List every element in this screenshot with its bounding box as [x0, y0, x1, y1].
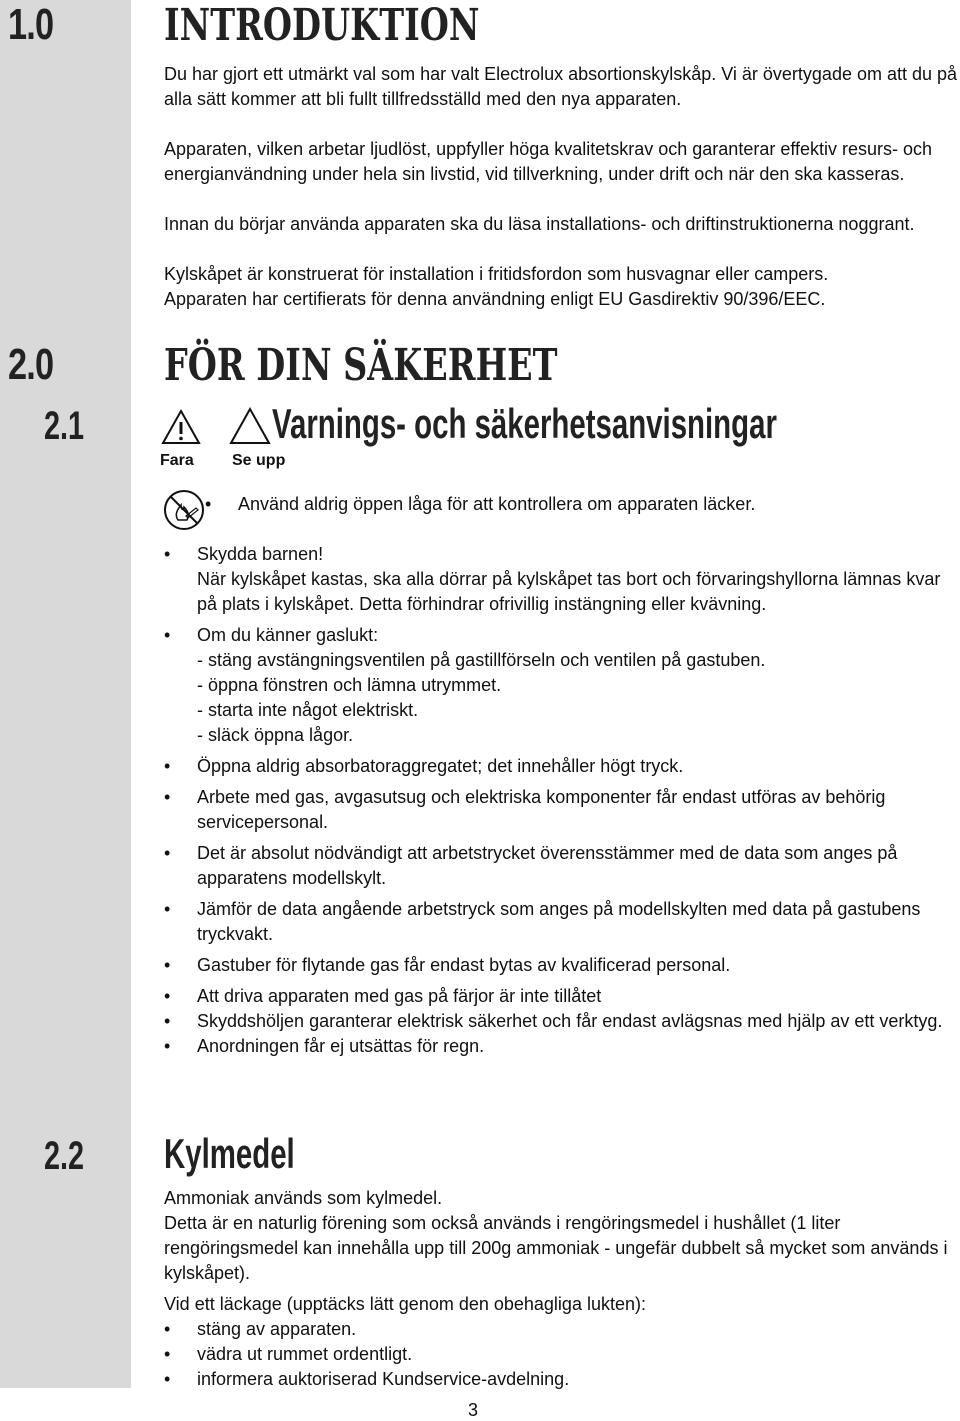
- intro-paragraph-1: Du har gjort ett utmärkt val som har valt Electrolux absortionskylskåp. Vi är övertygade om att du på alla sätt kommer att bli fullt tillfredsställd med den nya apparaten.: [164, 64, 958, 109]
- list-item: • Gastuber för flytande gas får endast bytas av kvalificerad personal.: [164, 953, 954, 978]
- list-item-step: - öppna fönstren och lämna utrymmet.: [197, 675, 502, 695]
- intro-paragraph-3: Innan du börjar använda apparaten ska du läsa installations- och driftinstruktionerna noggrant.: [164, 214, 915, 234]
- flame-rule-item: • Använd aldrig öppen låga för att kontrollera om apparaten läcker.: [205, 492, 945, 517]
- list-item-step: - starta inte något elektriskt.: [197, 700, 419, 720]
- intro-paragraph-4: Kylskåpet är konstruerat för installation i fritidsfordon som husvagnar eller campers.: [164, 264, 829, 284]
- list-item-title: • Om du känner gaslukt:: [197, 625, 379, 645]
- page-number: 3: [468, 1400, 479, 1420]
- section-title-safety: FÖR DIN SÄKERHET: [164, 340, 558, 391]
- list-item-body: När kylskåpet kastas, ska alla dörrar på kylskåpet tas bort och förvaringshyllorna lämnas kvar på plats i kylskåpet. Detta förhindrar ofrivillig instängning eller kvävning.: [197, 569, 941, 614]
- section-number-1: 1.0: [8, 0, 54, 49]
- refrigerant-paragraph-2: Detta är en naturlig förening som också används i rengöringsmedel i hushållet (1 liter rengöringsmedel kan innehålla upp till 200g ammoniak - ungefär dubbelt så mycket som används i kylskåpet).: [164, 1213, 948, 1283]
- refrigerant-paragraph-1: Ammoniak används som kylmedel.: [164, 1188, 443, 1208]
- list-item: • informera auktoriserad Kundservice-avdelning.: [164, 1367, 954, 1392]
- list-item: • Arbete med gas, avgasutsug och elektriska komponenter får endast utföras av behörig servicepersonal.: [164, 785, 954, 835]
- danger-label: Fara: [160, 452, 194, 469]
- list-item-step: - släck öppna lågor.: [197, 725, 354, 745]
- list-item-title: • Skydda barnen!: [197, 544, 324, 564]
- danger-warning-icon: [160, 408, 202, 446]
- list-item: • stäng av apparaten.: [164, 1317, 954, 1342]
- caution-warning-icon: [228, 406, 272, 446]
- list-item: • Skyddshöljen garanterar elektrisk säkerhet och får endast avlägsnas med hjälp av ett verktyg.: [164, 1009, 954, 1034]
- list-item-step: - stäng avstängningsventilen på gastillförseln och ventilen på gastuben.: [197, 650, 766, 670]
- list-item: • Jämför de data angående arbetstryck som anges på modellskylten med data på gastubens tryckvakt.: [164, 897, 954, 947]
- list-item: • Det är absolut nödvändigt att arbetstrycket överensstämmer med de data som anges på apparatens modellskylt.: [164, 841, 954, 891]
- safety-list: [164, 542, 954, 1059]
- intro-paragraph-2: Apparaten, vilken arbetar ljudlöst, uppfyller höga kvalitetskrav och garanterar effektiv resurs- och energianvändning under hela sin livstid, vid tillverkning, under drift och när den ska kasseras.: [164, 139, 933, 184]
- intro-paragraph-5: Apparaten har certifierats för denna användning enligt EU Gasdirektiv 90/396/EEC.: [164, 289, 826, 309]
- refrigerant-paragraph-3: Vid ett läckage (upptäcks lätt genom den obehagliga lukten):: [164, 1294, 646, 1314]
- section-number-sidebar: [0, 0, 131, 1388]
- flame-rule-list: [205, 492, 945, 517]
- list-item: • Öppna aldrig absorbatoraggregatet; det innehåller högt tryck.: [164, 754, 954, 779]
- section-number-2-2: 2.2: [44, 1134, 85, 1178]
- list-item: • vädra ut rummet ordentligt.: [164, 1342, 954, 1367]
- list-item-protect-children: [164, 542, 954, 617]
- section-title-introduktion: INTRODUKTION: [164, 0, 480, 51]
- no-open-flame-icon: [162, 488, 206, 532]
- list-item: • Anordningen får ej utsättas för regn.: [164, 1034, 954, 1059]
- section-title-refrigerant: Kylmedel: [164, 1130, 295, 1177]
- list-item-gas-smell: [164, 623, 954, 748]
- section-number-2-1: 2.1: [44, 404, 85, 448]
- section-title-warnings: Varnings- och säkerhetsanvisningar: [272, 400, 777, 447]
- section-number-2: 2.0: [8, 340, 54, 389]
- caution-label: Se upp: [232, 452, 286, 469]
- leak-action-list: [164, 1317, 954, 1392]
- list-item: • Att driva apparaten med gas på färjor är inte tillåtet: [164, 984, 954, 1009]
